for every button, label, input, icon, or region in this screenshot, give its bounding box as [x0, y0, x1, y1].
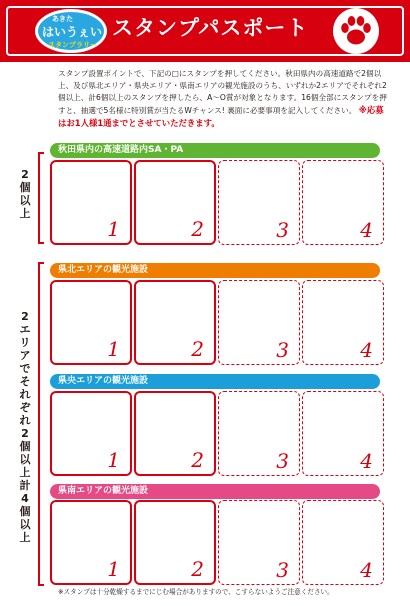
stamp-slot[interactable] [134, 280, 216, 365]
section-header-north: 県北エリアの観光施設 [50, 263, 380, 278]
instructions-body: スタンプ設置ポイントで、下記の□にスタンプを押してください。秋田県内の高速道路で2個以上、及び県北エリア・県央エリア・県南エリアの観光施設のうち、いずれか2エリアでそれぞれ2個以上、計6個以上のスタンプを押したら、A～O賞が対象となります。16個全部にスタンプを押すと、抽選で5名様に特別賞が当たるWチャンス! 裏面に必要事項を記入してください。 [58, 69, 387, 115]
stamp-number: 4 [360, 449, 373, 473]
stamp-slot[interactable] [302, 391, 384, 476]
stamp-slot[interactable] [302, 280, 384, 365]
stamp-slot[interactable] [50, 391, 132, 476]
side-label-min-2: 2個以上 [19, 168, 31, 220]
stamp-slot[interactable] [134, 160, 216, 245]
rally-logo [34, 8, 108, 54]
side-label-areas: 2エリアでそれぞれ2個以上 計4個以上 [19, 310, 31, 544]
page-title: スタンプパスポート [112, 16, 309, 40]
stamp-number: 2 [191, 448, 204, 472]
stamp-slot[interactable] [302, 160, 384, 245]
paw-badge [333, 8, 379, 54]
stamp-number: 3 [276, 449, 289, 473]
stamp-slot[interactable] [50, 160, 132, 245]
stamp-number: 1 [107, 448, 120, 472]
stamp-slot[interactable] [134, 391, 216, 476]
instructions-text [58, 68, 388, 130]
stamp-number: 3 [276, 218, 289, 242]
footer-note: ※スタンプは十分乾燥するまでにじむ場合がありますので、こすらないようご注意ください。 [58, 588, 334, 596]
stamp-number: 4 [360, 338, 373, 362]
section-header-south: 県南エリアの観光施設 [50, 484, 380, 499]
stamp-number: 4 [360, 218, 373, 242]
stamp-slot[interactable] [218, 500, 300, 585]
stamp-number: 2 [191, 557, 204, 581]
stamp-number: 2 [191, 217, 204, 241]
paw-icon [333, 8, 379, 54]
stamp-number: 2 [191, 337, 204, 361]
stamp-slot[interactable] [134, 500, 216, 585]
stamp-number: 1 [107, 217, 120, 241]
stamp-slot[interactable] [218, 280, 300, 365]
stamp-number: 3 [276, 558, 289, 582]
stamp-slot[interactable] [218, 160, 300, 245]
stamp-number: 1 [107, 557, 120, 581]
stamp-number: 1 [107, 337, 120, 361]
stamp-number: 3 [276, 338, 289, 362]
logo-sub-text: スタンプラリー [48, 42, 97, 49]
section-header-central: 県央エリアの観光施設 [50, 374, 380, 389]
stamp-slot[interactable] [50, 280, 132, 365]
group-bracket-2 [38, 262, 44, 586]
entry-limit-warning: ※応募はお1人様1通までとさせていただきます。 [58, 105, 384, 128]
logo-main-text: はいうぇい [42, 25, 103, 39]
stamp-number: 4 [360, 558, 373, 582]
logo-top-text: あきた [52, 16, 73, 23]
stamp-slot[interactable] [218, 391, 300, 476]
header-banner [0, 0, 410, 62]
stamp-slot[interactable] [50, 500, 132, 585]
section-header-sapa: 秋田県内の高速道路内SA・PA [50, 143, 380, 158]
group-bracket-1 [38, 152, 44, 244]
stamp-slot[interactable] [302, 500, 384, 585]
